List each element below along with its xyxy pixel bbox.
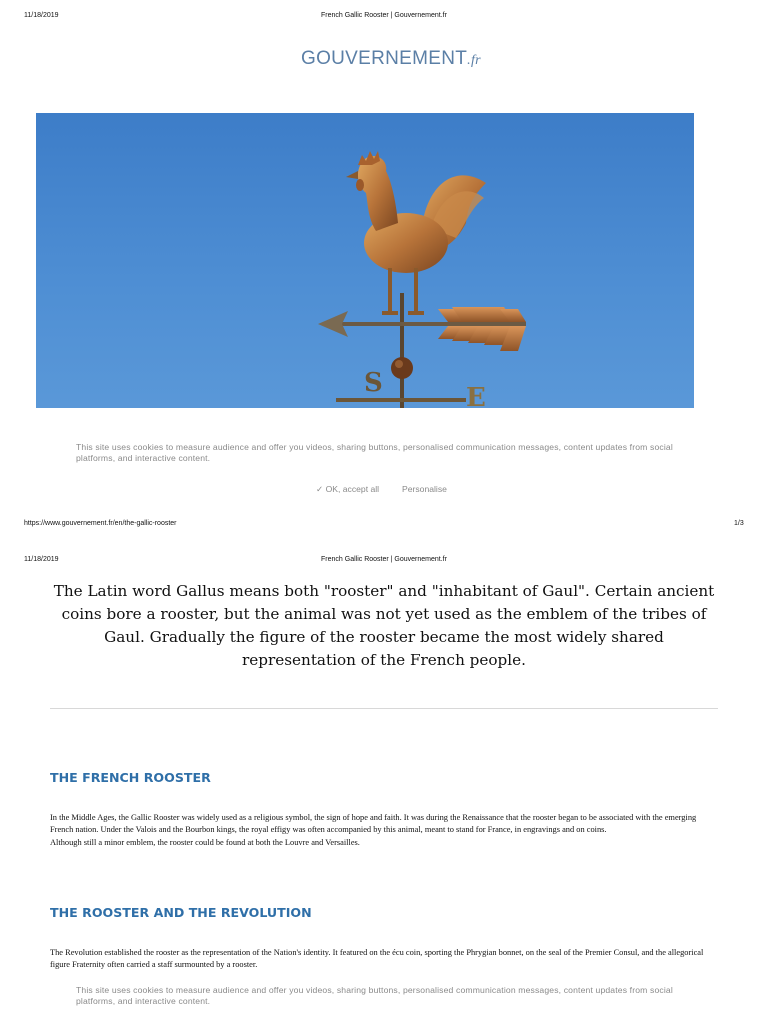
paragraph-text: Although still a minor emblem, the rooster could be found at both the Louvre and Versailles. xyxy=(50,837,360,847)
section-heading-revolution: THE ROOSTER AND THE REVOLUTION xyxy=(50,905,312,920)
cookie-notice: This site uses cookies to measure audience and offer you videos, sharing buttons, personalised communication messages, content updates from social platforms, and interactive content. xyxy=(76,985,673,1006)
personalise-cookies-button[interactable]: Personalise xyxy=(402,484,447,494)
svg-text:S: S xyxy=(364,368,383,398)
section-paragraph xyxy=(50,812,718,849)
site-logo[interactable] xyxy=(301,48,481,70)
print-date: 11/18/2019 xyxy=(24,556,59,563)
weathervane-illustration xyxy=(36,113,694,408)
paragraph-text: In the Middle Ages, the Gallic Rooster was widely used as a religious symbol, the sign of hope and faith. It was during the Renaissance that the rooster began to be associated with the emerging French nation. Under the Valois and the Bourbon kings, the royal effigy was often accompanied by this animal, meant to stand for France, in engravings and on coins. xyxy=(50,813,697,835)
print-page-title: French Gallic Rooster | Gouvernement.fr xyxy=(321,12,447,19)
svg-text:E: E xyxy=(466,383,486,408)
accept-cookies-button[interactable]: ✓ OK, accept all xyxy=(316,484,380,494)
print-page-number: 1/3 xyxy=(734,520,744,527)
section-heading-french-rooster: THE FRENCH ROOSTER xyxy=(50,770,211,785)
section-divider xyxy=(50,708,718,709)
logo-suffix: .fr xyxy=(467,53,481,68)
section-paragraph: The Revolution established the rooster as the representation of the Nation's identity. It featured on the écu coin, sporting the Phrygian bonnet, on the seal of the Premier Consul, and the allegorical figure Fraternity often carried a staff surmounted by a rooster. xyxy=(50,948,704,970)
print-date: 11/18/2019 xyxy=(24,12,59,19)
logo-text: GOUVERNEMENT xyxy=(301,48,468,69)
intro-paragraph: The Latin word Gallus means both "rooster" and "inhabitant of Gaul". Certain ancient coins bore a rooster, but the animal was not yet used as the emblem of the tribes of Gaul. Gradually the figure of the rooster became the most widely shared representation of the French people. xyxy=(53,582,715,669)
print-url[interactable]: https://www.gouvernement.fr/en/the-gallic-rooster xyxy=(24,520,177,527)
print-page-title: French Gallic Rooster | Gouvernement.fr xyxy=(321,556,447,563)
cookie-notice: This site uses cookies to measure audience and offer you videos, sharing buttons, personalised communication messages, content updates from social platforms, and interactive content. xyxy=(76,442,673,463)
rooster-weathervane-image xyxy=(36,113,694,408)
